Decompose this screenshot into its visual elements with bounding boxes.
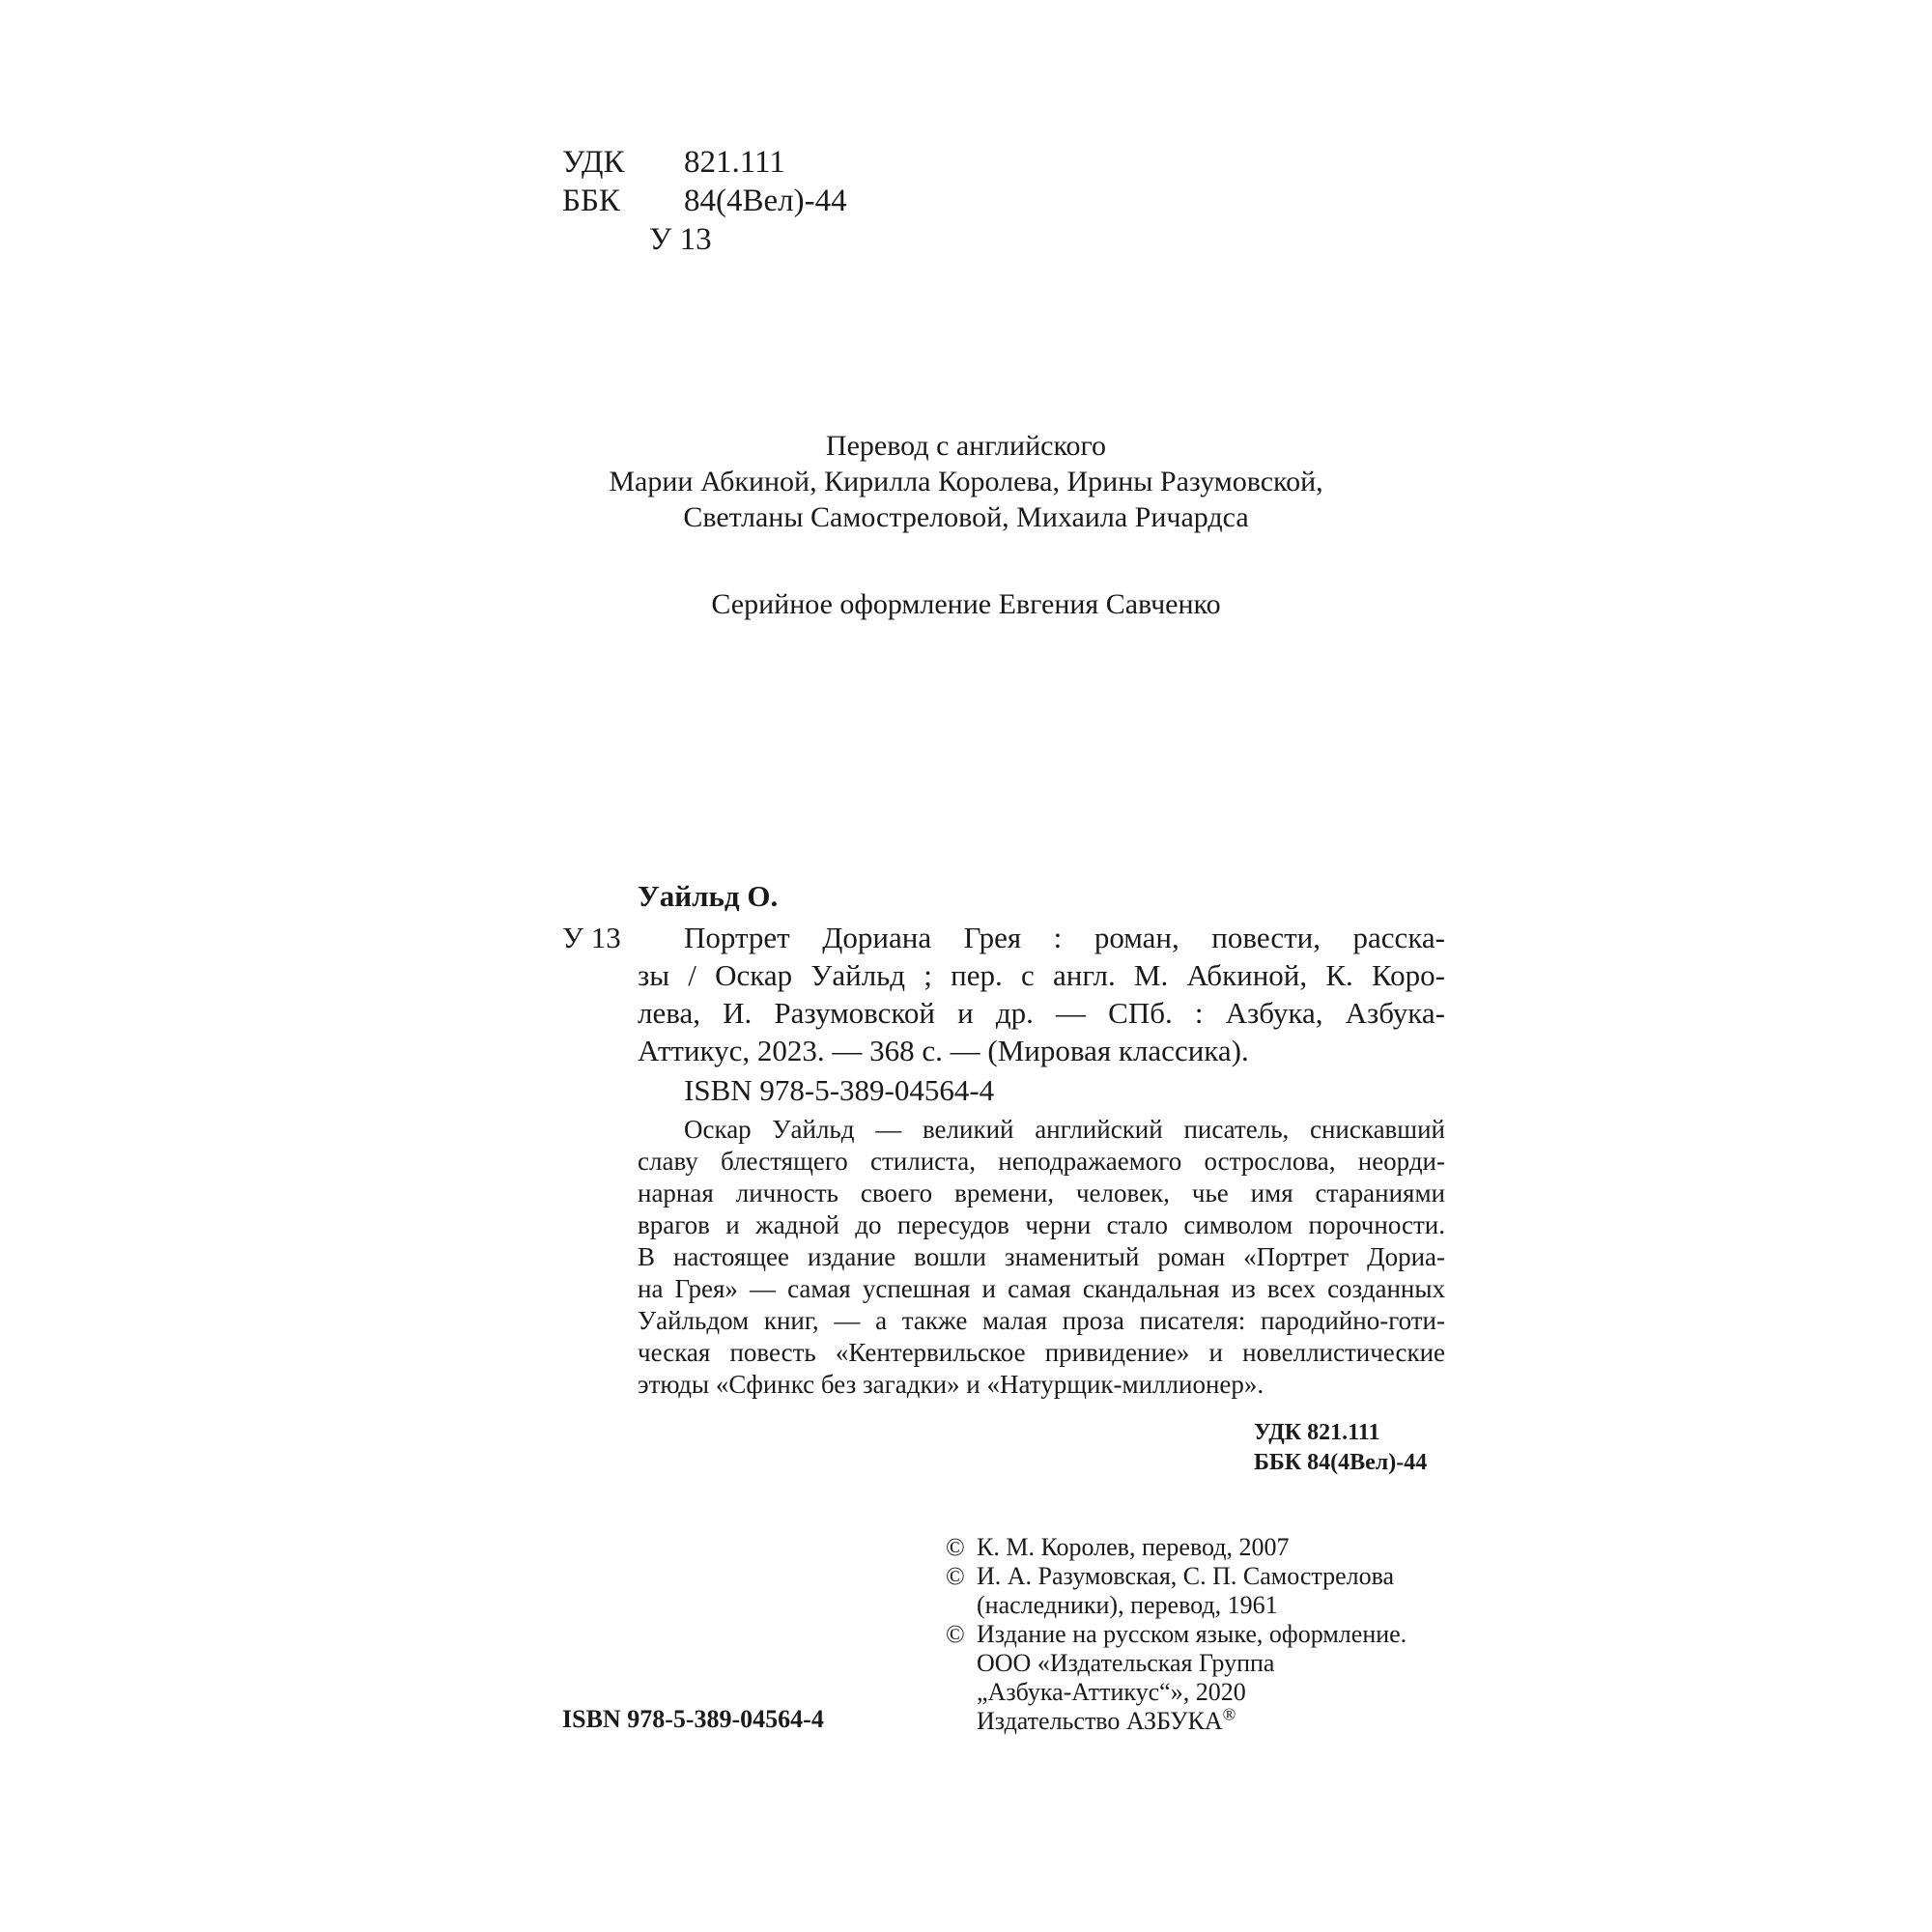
isbn-bottom: ISBN 978-5-389-04564-4 [562,1705,824,1733]
copyright-icon: © [946,1562,965,1590]
udk-line [562,143,785,182]
copyright-icon: © [946,1533,965,1561]
bbk-bottom: ББК 84(4Вел)-44 [1254,1450,1428,1475]
description-line: лева, И. Разумовской и др. — СПб. : Азбука, Азбука- [638,996,1445,1030]
annotation-line: славу блестящего стилиста, неподражаемого острослова, неорди- [638,1147,1445,1176]
author-mark: У 13 [562,921,621,954]
description-line: зы / Оскар Уайльд ; пер. с англ. М. Абкиной, К. Коро- [638,958,1445,992]
author-mark-top: У 13 [649,222,712,257]
translation-line: Перевод с английского [825,430,1107,462]
annotation-line: Оскар Уайльд — великий английский писатель, снискавший [684,1115,1445,1144]
udk-label: УДК [562,145,625,180]
author-heading: Уайльд О. [638,879,779,913]
annotation-line: врагов и жадной до пересудов черни стало символом порочности. [638,1210,1445,1239]
annotation-line: ческая повесть «Кентервильское привидение» и новеллистические [638,1338,1445,1367]
description-line: Портрет Дориана Грея : роман, повести, расска- [684,921,1445,954]
copyright-icon: © [946,1620,965,1648]
annotation-line: нарная личность своего времени, человек, чье имя стараниями [638,1179,1445,1208]
translation-line: Светланы Самостреловой, Михаила Ричардса [683,501,1249,533]
copyright-entry-continued: Издательство АЗБУКА® [977,1704,1236,1735]
copyright-entry-continued: „Азбука-Аттикус“», 2020 [977,1678,1246,1706]
translation-line: Марии Абкиной, Кирилла Королева, Ирины Разумовской, [609,466,1323,497]
translation-credits [0,428,1932,535]
design-credit: Серийное оформление Евгения Савченко [711,588,1221,620]
registered-mark-icon: ® [1222,1704,1236,1724]
annotation-line: на Грея» — самая успешная и самая скандальная из всех созданных [638,1274,1445,1303]
description-line: Аттикус, 2023. — 368 с. — (Мировая классика). [638,1034,1249,1067]
annotation-line: В настоящее издание вошли знаменитый роман «Портрет Дориа- [638,1242,1445,1271]
bbk-line [562,182,847,220]
annotation-line: этюды «Сфинкс без загадки» и «Натурщик-миллионер». [638,1370,1264,1399]
copyright-entry: © Издание на русском языке, оформление. [946,1620,1407,1648]
copyright-entry: © И. А. Разумовская, С. П. Самострелова [946,1562,1395,1590]
copyright-entry: © К. М. Королев, перевод, 2007 [946,1533,1290,1561]
bbk-label: ББК [562,184,620,218]
isbn-record: ISBN 978-5-389-04564-4 [684,1073,995,1107]
copyright-entry-continued: (наследники), перевод, 1961 [977,1591,1278,1619]
annotation-line: Уайльдом книг, — а также малая проза писателя: пародийно-готи- [638,1306,1445,1335]
udk-value: 821.111 [684,145,785,180]
copyright-entry-continued: ООО «Издательская Группа [977,1649,1275,1677]
bbk-value: 84(4Вел)-44 [684,184,847,218]
udk-bottom: УДК 821.111 [1254,1420,1380,1445]
